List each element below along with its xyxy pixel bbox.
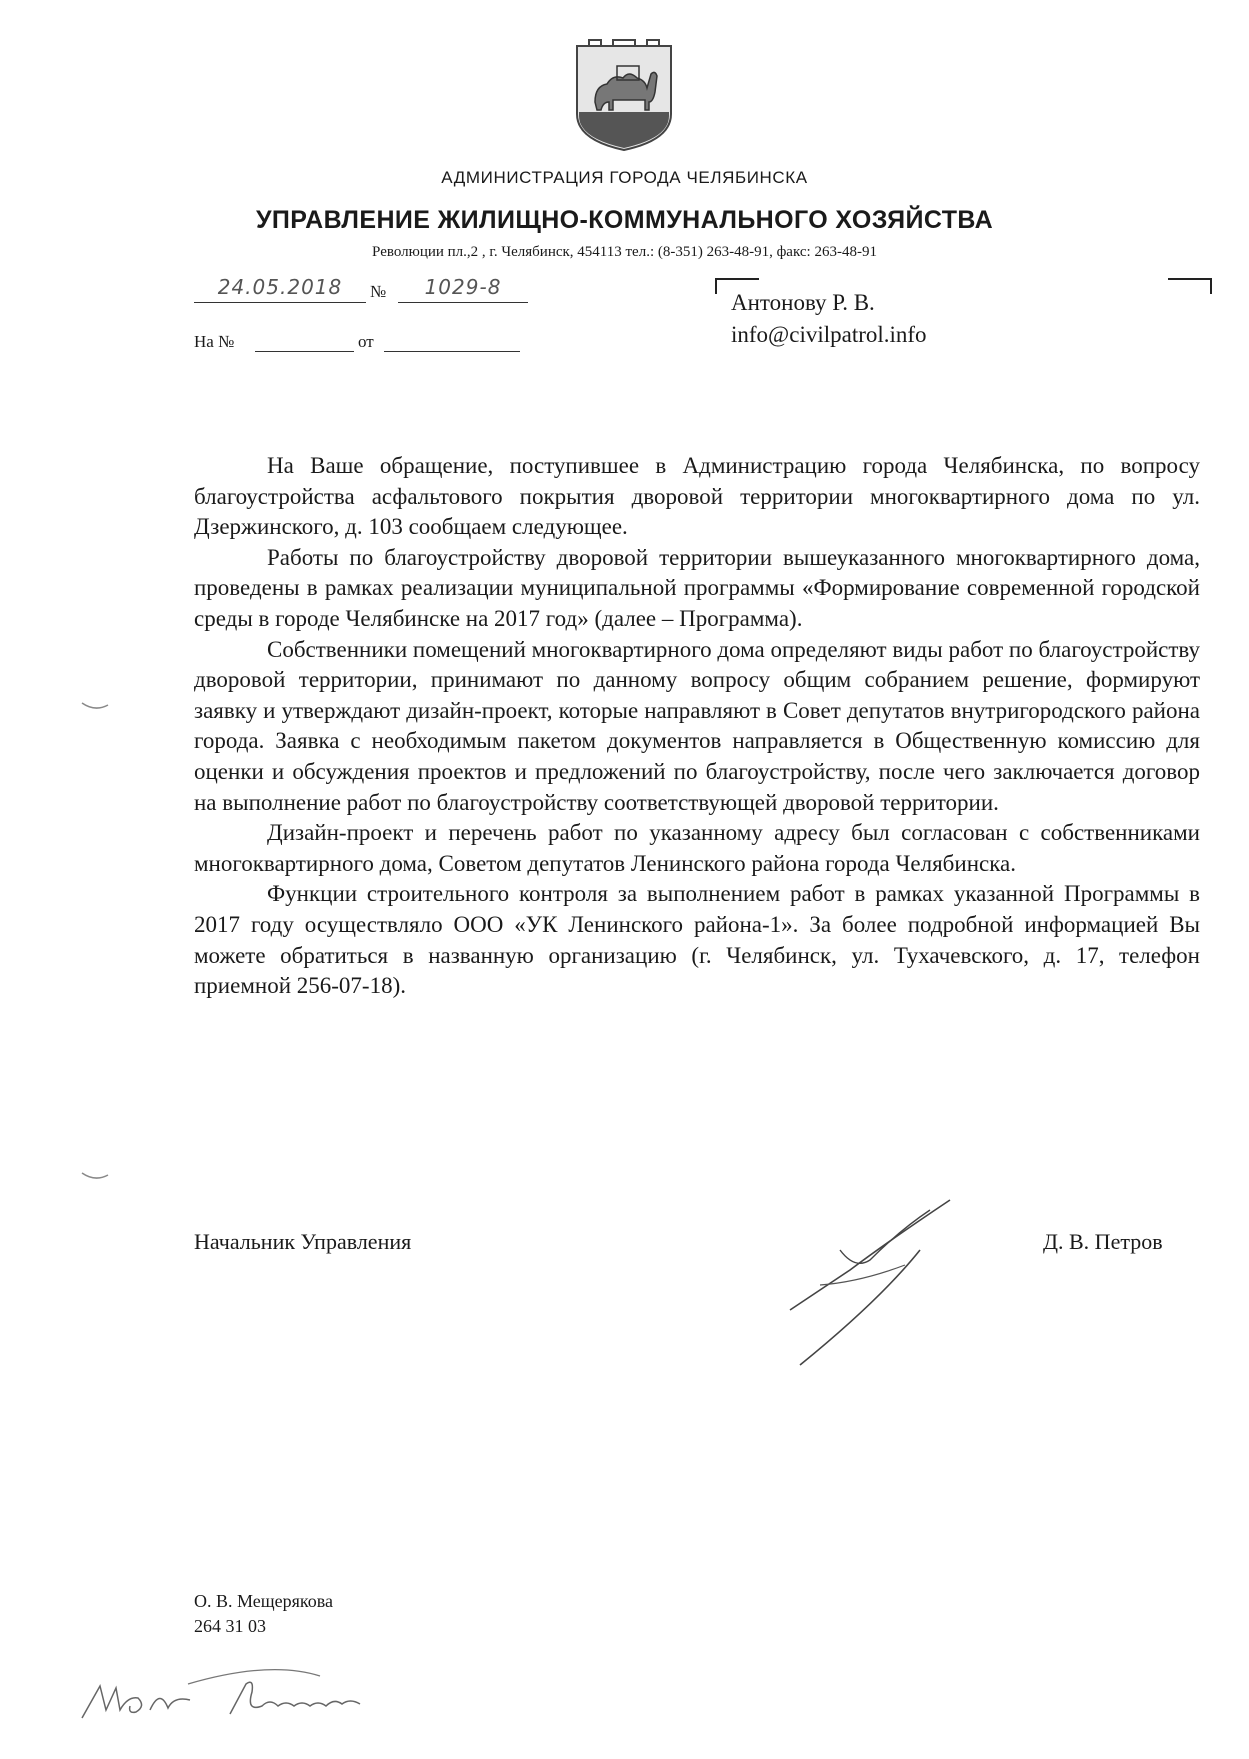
registration-number-label: № (370, 282, 387, 301)
signer-name: Д. В. Петров (1043, 1229, 1163, 1254)
recipient-email: info@civilpatrol.info (731, 322, 927, 347)
department-title: УПРАВЛЕНИЕ ЖИЛИЩНО-КОММУНАЛЬНОГО ХОЗЯЙСТВА (255, 206, 994, 234)
executor-name: О. В. Мещерякова (194, 1591, 333, 1611)
head-signature-icon (780, 1190, 960, 1370)
handwritten-note-signature-icon (70, 1648, 410, 1728)
reply-date-label: от (358, 332, 374, 351)
body-paragraph: Собственники помещений многоквартирного дома определяют виды работ по благоустройству дворовой территории, принимают по данному вопросу общим собранием решение, формируют заявку и утверждают дизайн-проект, которые направляют в Совет депутатов внутригородского района города. Заявка с необходимым пакетом документов направляется в Общественную комиссию для оценки и обсуждения проектов и предложений по благоустройству, после чего заключается договор на выполнение работ по благоустройству соответствующей дворовой территории. (194, 636, 1200, 815)
address-corner-right (1168, 278, 1212, 294)
reply-number-label: На № (194, 332, 235, 351)
body-paragraph: На Ваше обращение, поступившее в Администрацию города Челябинска, по вопросу благоустройства асфальтового покрытия дворовой территории многоквартирного дома по ул. Дзержинского, д. 103 сообщаем следующее. (194, 453, 1200, 540)
recipient-name: Антонову Р. В. (731, 290, 875, 315)
registration-number: 1029-8 (398, 275, 528, 303)
punch-mark-icon (80, 700, 110, 712)
reply-date-blank (384, 351, 520, 352)
registration-date: 24.05.2018 (194, 275, 366, 303)
punch-mark-icon (80, 1170, 110, 1182)
administration-name: АДМИНИСТРАЦИЯ ГОРОДА ЧЕЛЯБИНСКА (441, 168, 808, 187)
executor-phone: 264 31 03 (194, 1616, 266, 1636)
body-paragraph: Дизайн-проект и перечень работ по указанному адресу был согласован с собственниками многоквартирного дома, Советом депутатов Ленинского района города Челябинска. (194, 820, 1200, 876)
reply-number-blank (255, 351, 354, 352)
coat-of-arms-icon (573, 36, 675, 152)
department-contacts: Революции пл.,2 , г. Челябинск, 454113 тел.: (8-351) 263-48-91, факс: 263-48-91 (372, 244, 877, 260)
body-paragraph: Функции строительного контроля за выполнением работ в рамках указанной Программы в 2017 году осуществляло ООО «УК Ленинского района-1». За более подробной информацией Вы можете обратиться в названную организацию (г. Челябинск, ул. Тухачевского, д. 17, телефон приемной 256-07-18). (194, 881, 1200, 999)
signer-position: Начальник Управления (194, 1229, 412, 1254)
body-paragraph: Работы по благоустройству дворовой территории вышеуказанного многоквартирного дома, проведены в рамках реализации муниципальной программы «Формирование современной городской среды в городе Челябинске на 2017 год» (далее – Программа). (194, 544, 1200, 631)
letter-body (194, 451, 1200, 1002)
